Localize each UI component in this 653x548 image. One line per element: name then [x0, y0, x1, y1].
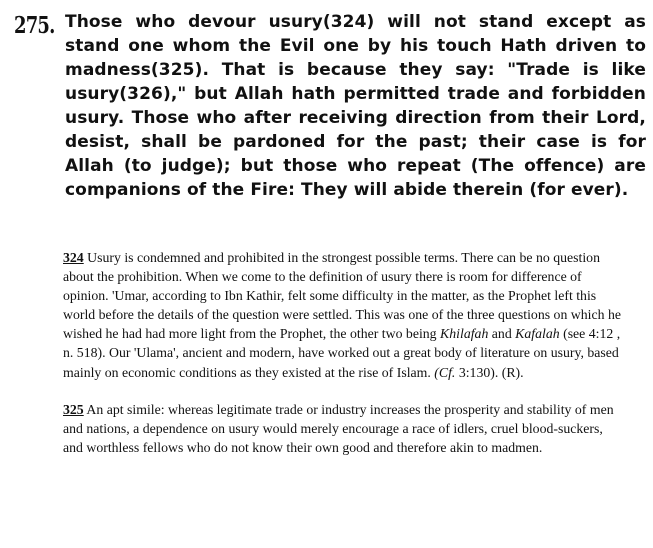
footnote-term: Kafalah [515, 326, 560, 342]
footnote-ref: 325 [63, 401, 84, 417]
footnote-ref: 324 [63, 250, 84, 265]
footnotes [63, 248, 626, 475]
footnote-text: (see 4:12 , n. 518). Our 'Ulama', ancient and modern, have worked out a great body of literature on usury, based mainly on economic conditions as they existed at the rise of Islam. [63, 326, 621, 380]
verse-block [14, 10, 646, 202]
footnote-325 [63, 400, 626, 457]
footnote-term: Khilafah [440, 326, 489, 342]
verse-number: 275. [14, 12, 55, 39]
footnote-324 [63, 248, 626, 382]
footnote-text: Usury is condemned and prohibited in the strongest possible terms. There can be no question about the prohibition. When we come to the definition of usury there is room for difference of opinion. 'Umar, according to Ibn Kathir, felt some difficulty in the matter, as the Prophet left this world before the details of the question were settled. This was one of the three questions on which he wished he had had more light from the Prophet, the other two being [63, 250, 621, 342]
footnote-citation: (Cf. [434, 364, 456, 380]
verse-text: Those who devour usury(324) will not stand except as stand one whom the Evil one by his touch Hath driven to madness(325). That is because they say: "Trade is like usury(326)," but Allah hath permitted trade and forbidden usury. Those who after receiving direction from their Lord, desist, shall be pardoned for the past; their case is for Allah (to judge); but those who repeat (The offence) are companions of the Fire: They will abide therein (for ever). [65, 12, 646, 200]
footnote-text: 3:130). (R). [458, 364, 524, 380]
footnote-text: An apt simile: whereas legitimate trade or industry increases the prosperity and stability of men and nations, a dependence on usury would merely encourage a race of idlers, cruel blood-suckers, and worthless fellows who do not know their own good and therefore akin to madmen. [63, 401, 614, 455]
footnote-text: and [491, 326, 512, 342]
